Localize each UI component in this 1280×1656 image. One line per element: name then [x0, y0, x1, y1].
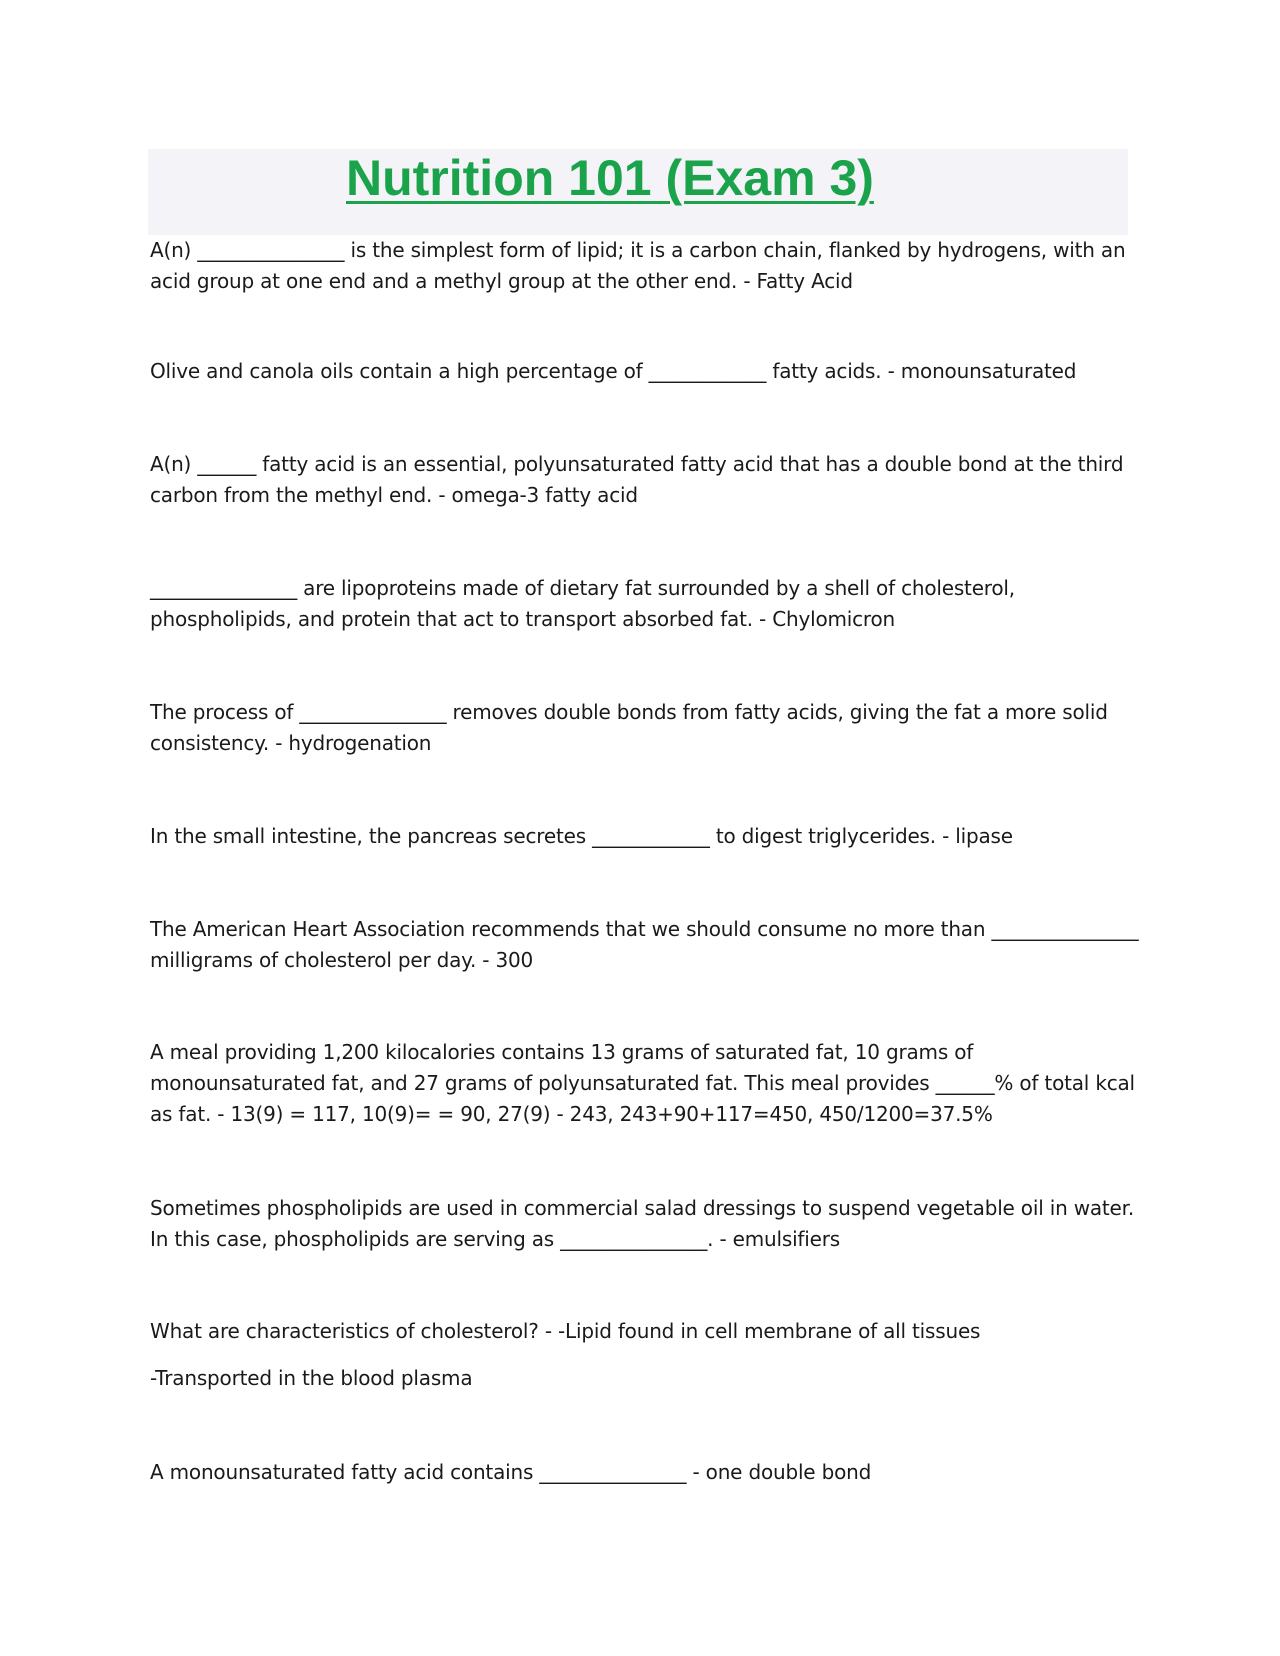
- question-7: The American Heart Association recommends that we should consume no more than _______________ milligrams of cholesterol per day. - 300: [150, 917, 1139, 972]
- question-8: A meal providing 1,200 kilocalories contains 13 grams of saturated fat, 10 grams of monounsaturated fat, and 27 grams of polyunsaturated fat. This meal provides ______% of total kcal as fat. - 13(9) = 117, 10(9)= = 90, 27(9) - 243, 243+90+117=450, 450/1200=37.5%: [150, 1040, 1135, 1126]
- question-10-continued: -Transported in the blood plasma: [150, 1366, 473, 1390]
- question-11: A monounsaturated fatty acid contains _______________ - one double bond: [150, 1460, 872, 1484]
- question-4: _______________ are lipoproteins made of dietary fat surrounded by a shell of cholesterol, phospholipids, and protein that act to transport absorbed fat. - Chylomicron: [150, 576, 1015, 631]
- question-5: The process of _______________ removes double bonds from fatty acids, giving the fat a more solid consistency. - hydrogenation: [150, 700, 1108, 755]
- question-9: Sometimes phospholipids are used in commercial salad dressings to suspend vegetable oil in water. In this case, phospholipids are serving as _______________. - emulsifiers: [150, 1196, 1135, 1251]
- question-6: In the small intestine, the pancreas secretes ____________ to digest triglycerides. - lipase: [150, 824, 1013, 848]
- question-10: What are characteristics of cholesterol? - -Lipid found in cell membrane of all tissues: [150, 1319, 981, 1343]
- page-title-text: Nutrition 101 (Exam 3): [346, 150, 874, 206]
- question-2: Olive and canola oils contain a high percentage of ____________ fatty acids. - monounsaturated: [150, 359, 1077, 383]
- question-3: A(n) ______ fatty acid is an essential, polyunsaturated fatty acid that has a double bond at the third carbon from the methyl end. - omega-3 fatty acid: [150, 452, 1124, 507]
- question-1: A(n) _______________ is the simplest form of lipid; it is a carbon chain, flanked by hydrogens, with an acid group at one end and a methyl group at the other end. - Fatty Acid: [150, 238, 1126, 293]
- page-title: [150, 148, 1030, 208]
